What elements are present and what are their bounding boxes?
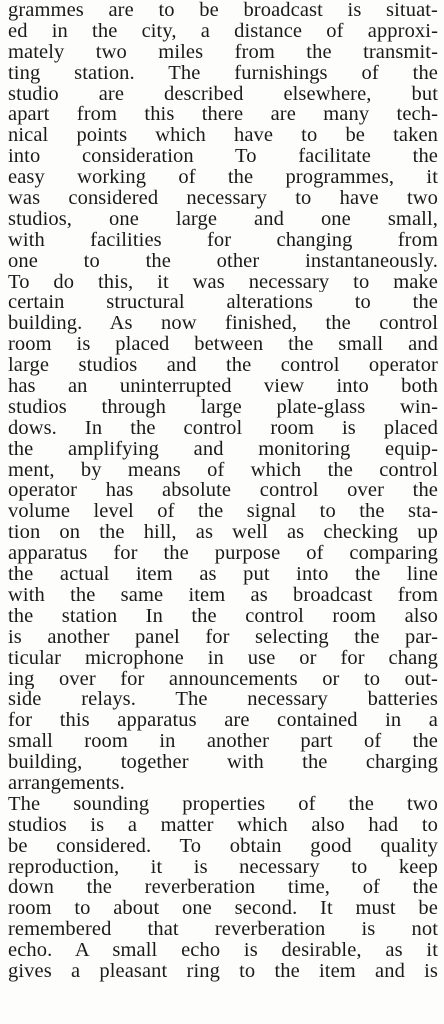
text-line: the actual item as put into the line: [8, 564, 438, 585]
text-line: apart from this there are many tech-: [8, 104, 438, 126]
text-line: room is placed between the small and: [8, 334, 438, 356]
text-line: nical points which have to be taken: [8, 125, 438, 147]
text-line: grammes are to be broadcast is situat-: [8, 0, 438, 21]
paragraph-2: [8, 794, 438, 982]
text-line: for this apparatus are contained in a: [8, 710, 438, 732]
text-line: ed in the city, a distance of approxi-: [8, 20, 438, 42]
text-line: the station In the control room also: [8, 605, 438, 627]
text-line: has an uninterrupted view into both: [8, 376, 438, 397]
text-line: was considered necessary to have two: [8, 188, 438, 209]
text-line: into consideration To facilitate the: [8, 146, 438, 168]
text-line: with facilities for changing from: [8, 229, 438, 251]
text-line: be considered. To obtain good quality: [8, 835, 438, 857]
text-line: apparatus for the purpose of comparing: [8, 543, 438, 565]
text-line: mately two miles from the transmit-: [8, 41, 438, 63]
text-line: with the same item as broadcast from: [8, 584, 438, 606]
text-line: volume level of the signal to the sta-: [8, 501, 438, 523]
text-line: building. As now finished, the control: [8, 313, 438, 335]
text-line: ing over for announcements or to out-: [8, 668, 438, 690]
text-line: building, together with the charging: [8, 752, 438, 773]
text-line: echo. A small echo is desirable, as it: [8, 940, 438, 961]
text-line: small room in another part of the: [8, 731, 438, 753]
text-line: studios is a matter which also had to: [8, 814, 438, 836]
text-line: tion on the hill, as well as checking up: [8, 522, 438, 544]
text-line: arrangements.: [8, 772, 125, 794]
text-line: studios through large plate-glass win-: [8, 396, 438, 418]
text-line: studios, one large and one small,: [8, 208, 438, 230]
text-line: ticular microphone in use or for chang: [8, 647, 438, 669]
text-line: remembered that reverberation is not: [8, 919, 438, 941]
text-line: The sounding properties of the two: [8, 793, 438, 815]
text-line: room to about one second. It must be: [8, 898, 438, 920]
text-line: down the reverberation time, of the: [8, 877, 438, 899]
text-line: ment, by means of which the control: [8, 459, 438, 481]
text-line: side relays. The necessary batteries: [8, 689, 438, 711]
paragraph-1: [8, 0, 438, 794]
text-line: To do this, it was necessary to make: [8, 271, 438, 293]
text-line: studio are described elsewhere, but: [8, 83, 438, 105]
text-line: reproduction, it is necessary to keep: [8, 856, 438, 878]
text-line: the amplifying and monitoring equip-: [8, 438, 438, 460]
text-line: dows. In the control room is placed: [8, 417, 438, 439]
text-line: gives a pleasant ring to the item and is: [8, 960, 438, 982]
text-line: large studios and the control operator: [8, 355, 438, 377]
text-line: easy working of the programmes, it: [8, 167, 438, 189]
text-line: operator has absolute control over the: [8, 480, 438, 502]
text-line: one to the other instantaneously.: [8, 250, 438, 272]
text-line: certain structural alterations to the: [8, 292, 438, 314]
article-column: [8, 0, 438, 982]
text-line: is another panel for selecting the par-: [8, 626, 438, 648]
text-line: ting station. The furnishings of the: [8, 62, 438, 84]
